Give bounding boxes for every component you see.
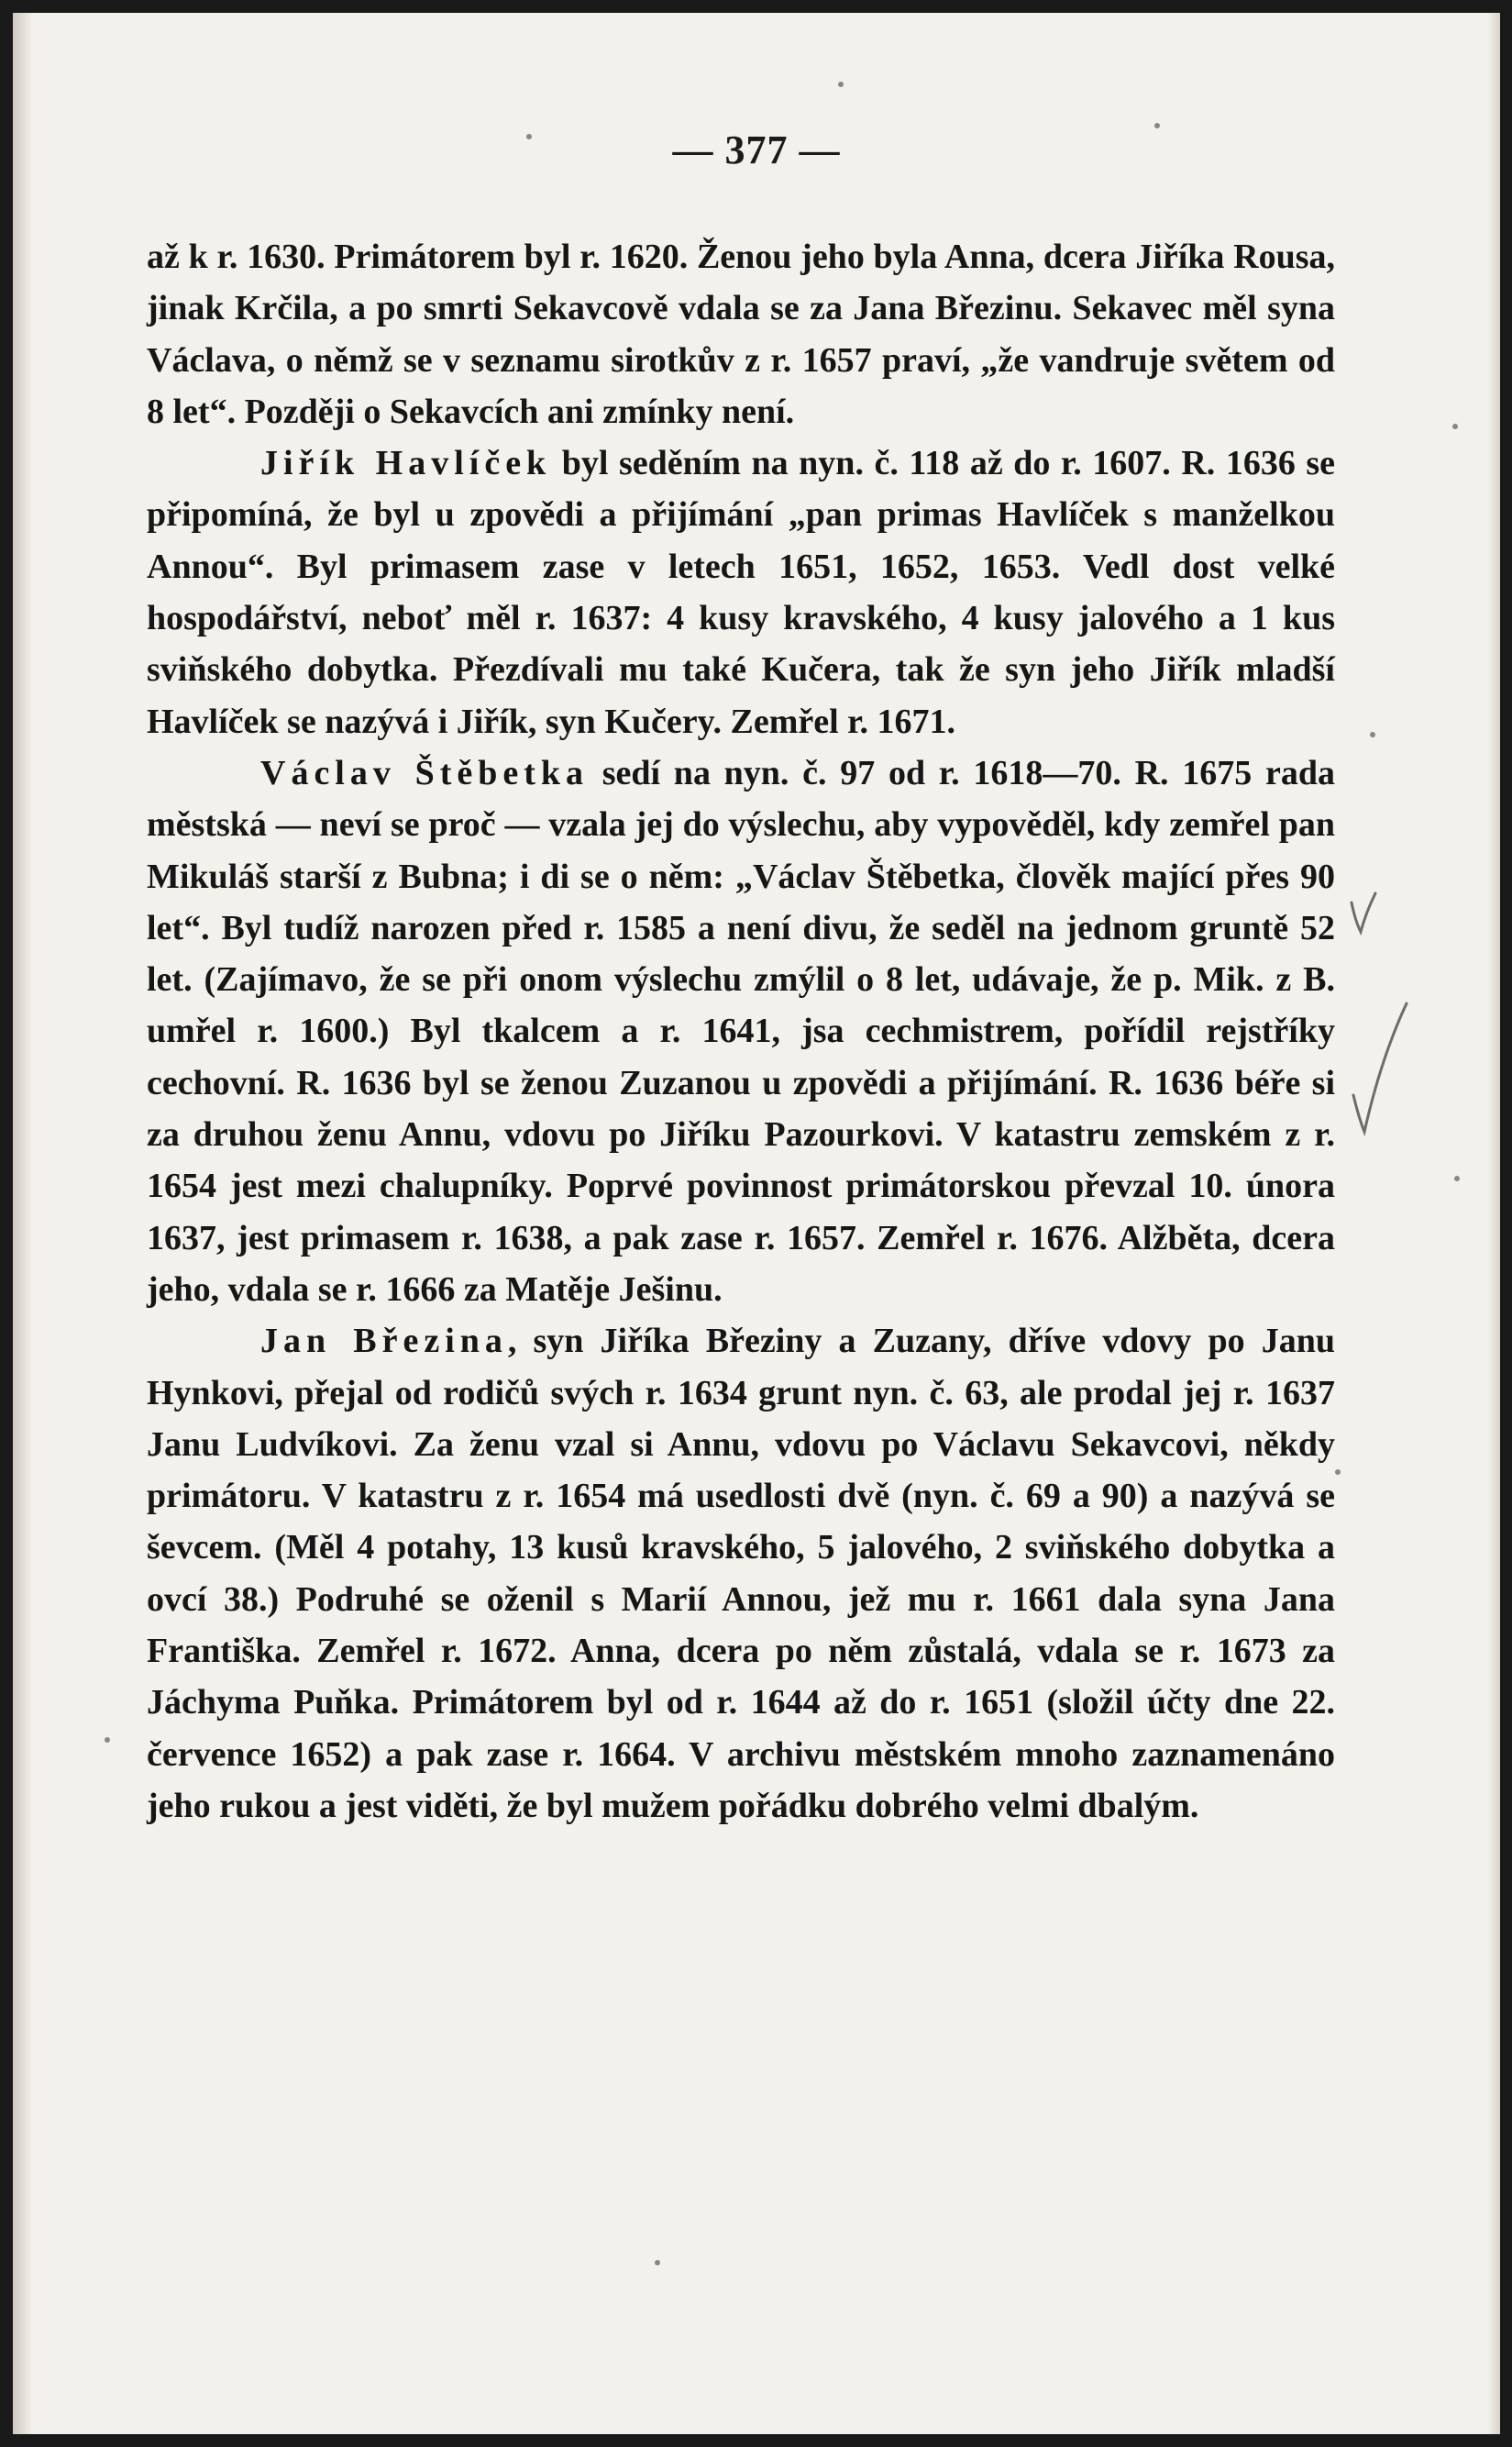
- paper-speck: [1370, 732, 1375, 737]
- paper-speck: [655, 2260, 660, 2265]
- paragraph-text: až k r. 1630. Primátorem byl r. 1620. Ženou jeho byla Anna, dcera Jiříka Rousa, jinak Krčila, a po smrti Sekavcově vdala se za Jana Březinu. Sekavec měl syna Václava, o němž se v seznamu sirotkův z r. 1657 praví, „že vandruje světem od 8 let“. Později o Sekavcích ani zmínky není.: [147, 238, 1335, 431]
- paragraph-text: sedí na nyn. č. 97 od r. 1618—70. R. 1675 rada městská — neví se proč — vzala jej do výslechu, aby vypověděl, kdy zemřel pan Mikuláš starší z Bubna; i di se o něm: „Václav Štěbetka, člověk mající přes 90 let“. Byl tudíž narozen před r. 1585 a není divu, že seděl na jednom gruntě 52 let. (Zajímavo, že se při onom výslechu zmýlil o 8 let, udávaje, že p. Mik. z B. umřel r. 1600.) Byl tkalcem a r. 1641, jsa cechmistrem, pořídil rejstříky cechovní. R. 1636 byl se ženou Zuzanou u zpovědi a přijímání. R. 1636 béře si za druhou ženu Annu, vdovu po Jiříku Pazourkovi. V katastru zemském z r. 1654 jest mezi chalupníky. Poprvé povinnost primátorskou převzal 10. února 1637, jest primasem r. 1638, a pak zase r. 1657. Zemřel r. 1676. Alžběta, dcera jeho, vdala se r. 1666 za Matěje Ješinu.: [147, 753, 1335, 1309]
- person-name-vaclav-stebetka: Václav Štěbetka: [260, 753, 590, 792]
- paragraph-1: [147, 231, 1335, 437]
- spine-shadow: [13, 13, 33, 2434]
- paper-speck: [1154, 123, 1160, 128]
- page-number: — 377 —: [672, 127, 841, 172]
- paper-speck: [1454, 1176, 1460, 1181]
- page-edge-shadow: [1487, 13, 1500, 2434]
- body-text: [147, 231, 1335, 1832]
- paragraph-3: [147, 747, 1335, 1315]
- paragraph-4: [147, 1315, 1335, 1832]
- paper-speck: [1452, 424, 1458, 429]
- paper-speck: [1335, 1469, 1341, 1475]
- book-page: [13, 13, 1500, 2434]
- paper-speck: [526, 134, 532, 139]
- pencil-checkmark-marks: [1344, 866, 1454, 1159]
- person-name-jirik-havlicek: Jiřík Havlíček: [260, 444, 552, 483]
- paper-speck: [838, 82, 844, 87]
- paragraph-text: byl seděním na nyn. č. 118 až do r. 1607. R. 1636 se připomíná, že byl u zpovědi a přijímání „pan primas Havlíček s manželkou Annou“. Byl primasem zase v letech 1651, 1652, 1653. Vedl dost velké hospodářství, neboť měl r. 1637: 4 kusy kravského, 4 kusy jalového a 1 kus sviňského dobytka. Přezdívali mu také Kučera, tak že syn jeho Jiřík mladší Havlíček se nazývá i Jiřík, syn Kučery. Zemřel r. 1671.: [147, 444, 1336, 741]
- paper-speck: [105, 1737, 110, 1743]
- person-name-jan-brezina: Jan Březina: [260, 1322, 508, 1361]
- paragraph-2: [147, 437, 1335, 747]
- paragraph-text: , syn Jiříka Březiny a Zuzany, dříve vdovy po Janu Hynkovi, přejal od rodičů svých r. 1634 grunt nyn. č. 63, ale prodal jej r. 1637 Janu Ludvíkovi. Za ženu vzal si Annu, vdovu po Václavu Sekavcovi, někdy primátoru. V katastru z r. 1654 má usedlosti dvě (nyn. č. 69 a 90) a nazývá se ševcem. (Měl 4 potahy, 13 kusů kravského, 5 jalového, 2 sviňského dobytka a ovcí 38.) Podruhé se oženil s Marií Annou, jež mu r. 1661 dala syna Jana Františka. Zemřel r. 1672. Anna, dcera po něm zůstalá, vdala se r. 1673 za Jáchyma Puňka. Primátorem byl od r. 1644 až do r. 1651 (složil účty dne 22. července 1652) a pak zase r. 1664. V archivu městském mnoho zaznamenáno jeho rukou a jest viděti, že byl mužem pořádku dobrého velmi dbalým.: [147, 1322, 1335, 1825]
